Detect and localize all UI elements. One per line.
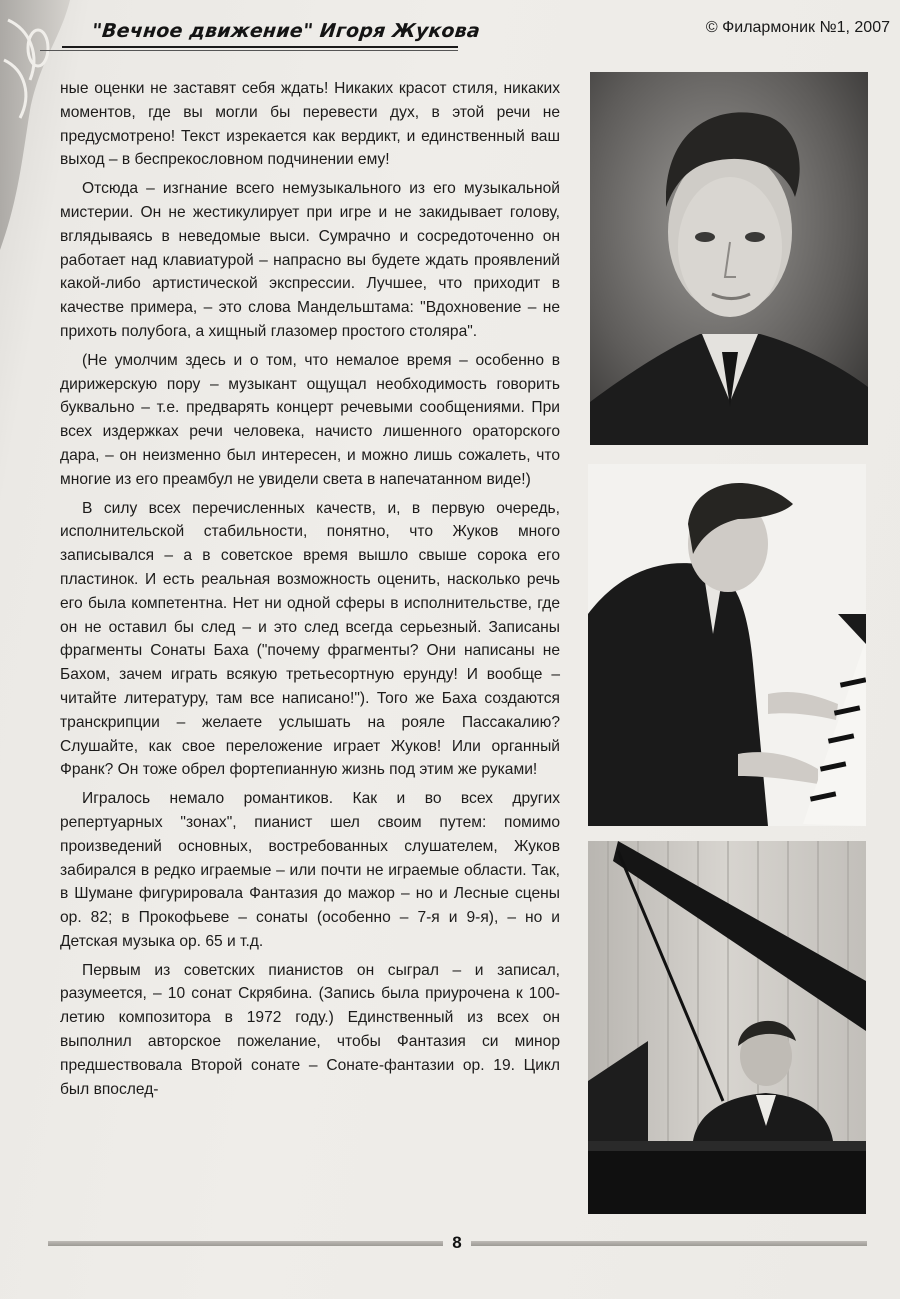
portrait-photo: [590, 72, 868, 445]
page-number: 8: [452, 1233, 462, 1252]
running-header-source: © Филармоник №1, 2007: [705, 19, 890, 36]
footer-rule-left: [48, 1241, 443, 1246]
article-paragraph: Первым из советских пианистов он сыграл – и записал, разумеется, – 10 сонат Скрябина. (Запись была приурочена к 100-летию композитора в 1972 году.) Единственный из всех он выполнил авторское пожелание, чтобы Фантазия си минор предшествовала Второй сонате – Сонате-фантазии ор. 19. Цикл был впослед-: [60, 961, 560, 1098]
article-paragraph: Отсюда – изгнание всего немузыкального из его музыкальной мистерии. Он не жестикулирует при игре и не закидывает голову, вглядываясь в неведомые выси. Сумрачно и сосредоточенно он работает над клавиатурой – напрасно вы будете ждать проявлений какой-либо артистической экспрессии. Лучшее, что приходит в качестве примера, – это слова Мандельштама: "Вдохновение – не прихоть полубога, а хищный глазомер простого столяра".: [60, 180, 560, 340]
article-paragraph: ные оценки не заставят себя ждать! Никаких красот стиля, никаких моментов, где вы могли бы перевести дух, в этой речи не предусмотрено! Текст изрекается как вердикт, и единственный ваш выход – в беспрекословном подчинении ему!: [60, 80, 560, 169]
concert-stage-photo: [588, 841, 866, 1214]
pianist-at-keyboard-photo: [588, 464, 866, 826]
running-header-title: "Вечное движение" Игоря Жукова: [90, 20, 482, 42]
article-paragraph: (Не умолчим здесь и о том, что немалое время – особенно в дирижерскую пору – музыкант ощущал необходимость говорить буквально – т.е. предварять концерт речевыми сообщениями. При всех издержках речи человека, начисто лишенного ораторского дара, – он неизменно был интересен, и можно лишь сожалеть, что многие из его преамбул не увидели света в напечатанном виде!): [60, 351, 560, 488]
article-text: [60, 77, 560, 1106]
footer-rule-right: [471, 1241, 867, 1246]
article-paragraph: Игралось немало романтиков. Как и во всех других репертуарных "зонах", пианист шел своим путем: помимо произведений основных, востребованных слушателем, Жуков забирался в редко играемые – или почти не играемые области. Так, в Шумане фигурировала Фантазия до мажор – но и Лесные сцены ор. 82; в Прокофьеве – сонаты (особенно – 7-я и 9-я), – но и Детская музыка ор. 65 и т.д.: [60, 790, 560, 950]
header-rule: [62, 46, 458, 48]
header-rule-thin: [40, 50, 458, 51]
article-paragraph: В силу всех перечисленных качеств, и, в первую очередь, исполнительской стабильности, понятно, что Жуков много записывался – а в советское время вышло свыше сорока его пластинок. И есть реальная возможность оценить, насколько речь его была компетентна. Нет ни одной сферы в исполнительстве, где он не оставил бы след – и это след всегда серьезный. Записаны фрагменты Сонаты Баха ("почему фрагменты? Они написаны не Бахом, зачем играть всякую третьесортную ерунду! И вообще – читайте литературу, там все написано!"). Того же Баха создаются транскрипции – желаете услышать на рояле Пассакалию? Слушайте, как свое переложение играет Жуков! Или органный Франк? Он тоже обрел фортепианную жизнь под этим же руками!: [60, 499, 560, 779]
